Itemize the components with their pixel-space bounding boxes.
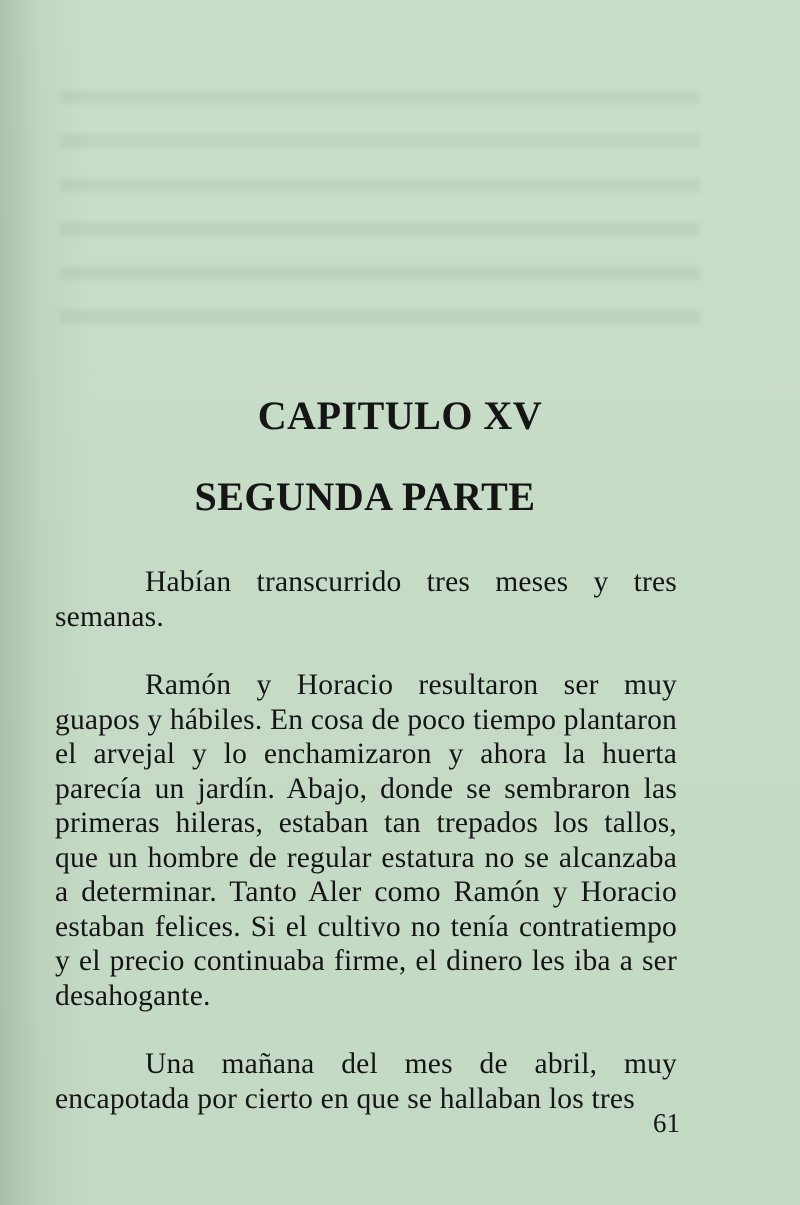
show-through-text xyxy=(60,90,700,350)
paragraph: Ramón y Horacio resultaron ser muy guapos y hábiles. En cosa de poco tiempo plantaron el arvejal y lo enchamizaron y ahora la huerta parecía un jardín. Abajo, donde se sembraron las primeras hileras, estaban tan trepados los tallos, que un hombre de regular estatura no se alcanzaba a determinar. Tanto Aler como Ramón y Horacio estaban felices. Si el cultivo no tenía contratiempo y el precio continuaba firme, el dinero les iba a ser desahogante. xyxy=(55,669,677,1012)
body-text xyxy=(55,565,677,1116)
paragraph: Una mañana del mes de abril, muy encapotada por cierto en que se hallaban los tres xyxy=(55,1048,677,1115)
part-title: SEGUNDA PARTE xyxy=(194,474,536,519)
chapter-title: CAPITULO XV xyxy=(257,393,543,438)
page-number: 61 xyxy=(653,1108,680,1138)
paragraph: Habían transcurrido tres meses y tres semanas. xyxy=(55,566,677,633)
